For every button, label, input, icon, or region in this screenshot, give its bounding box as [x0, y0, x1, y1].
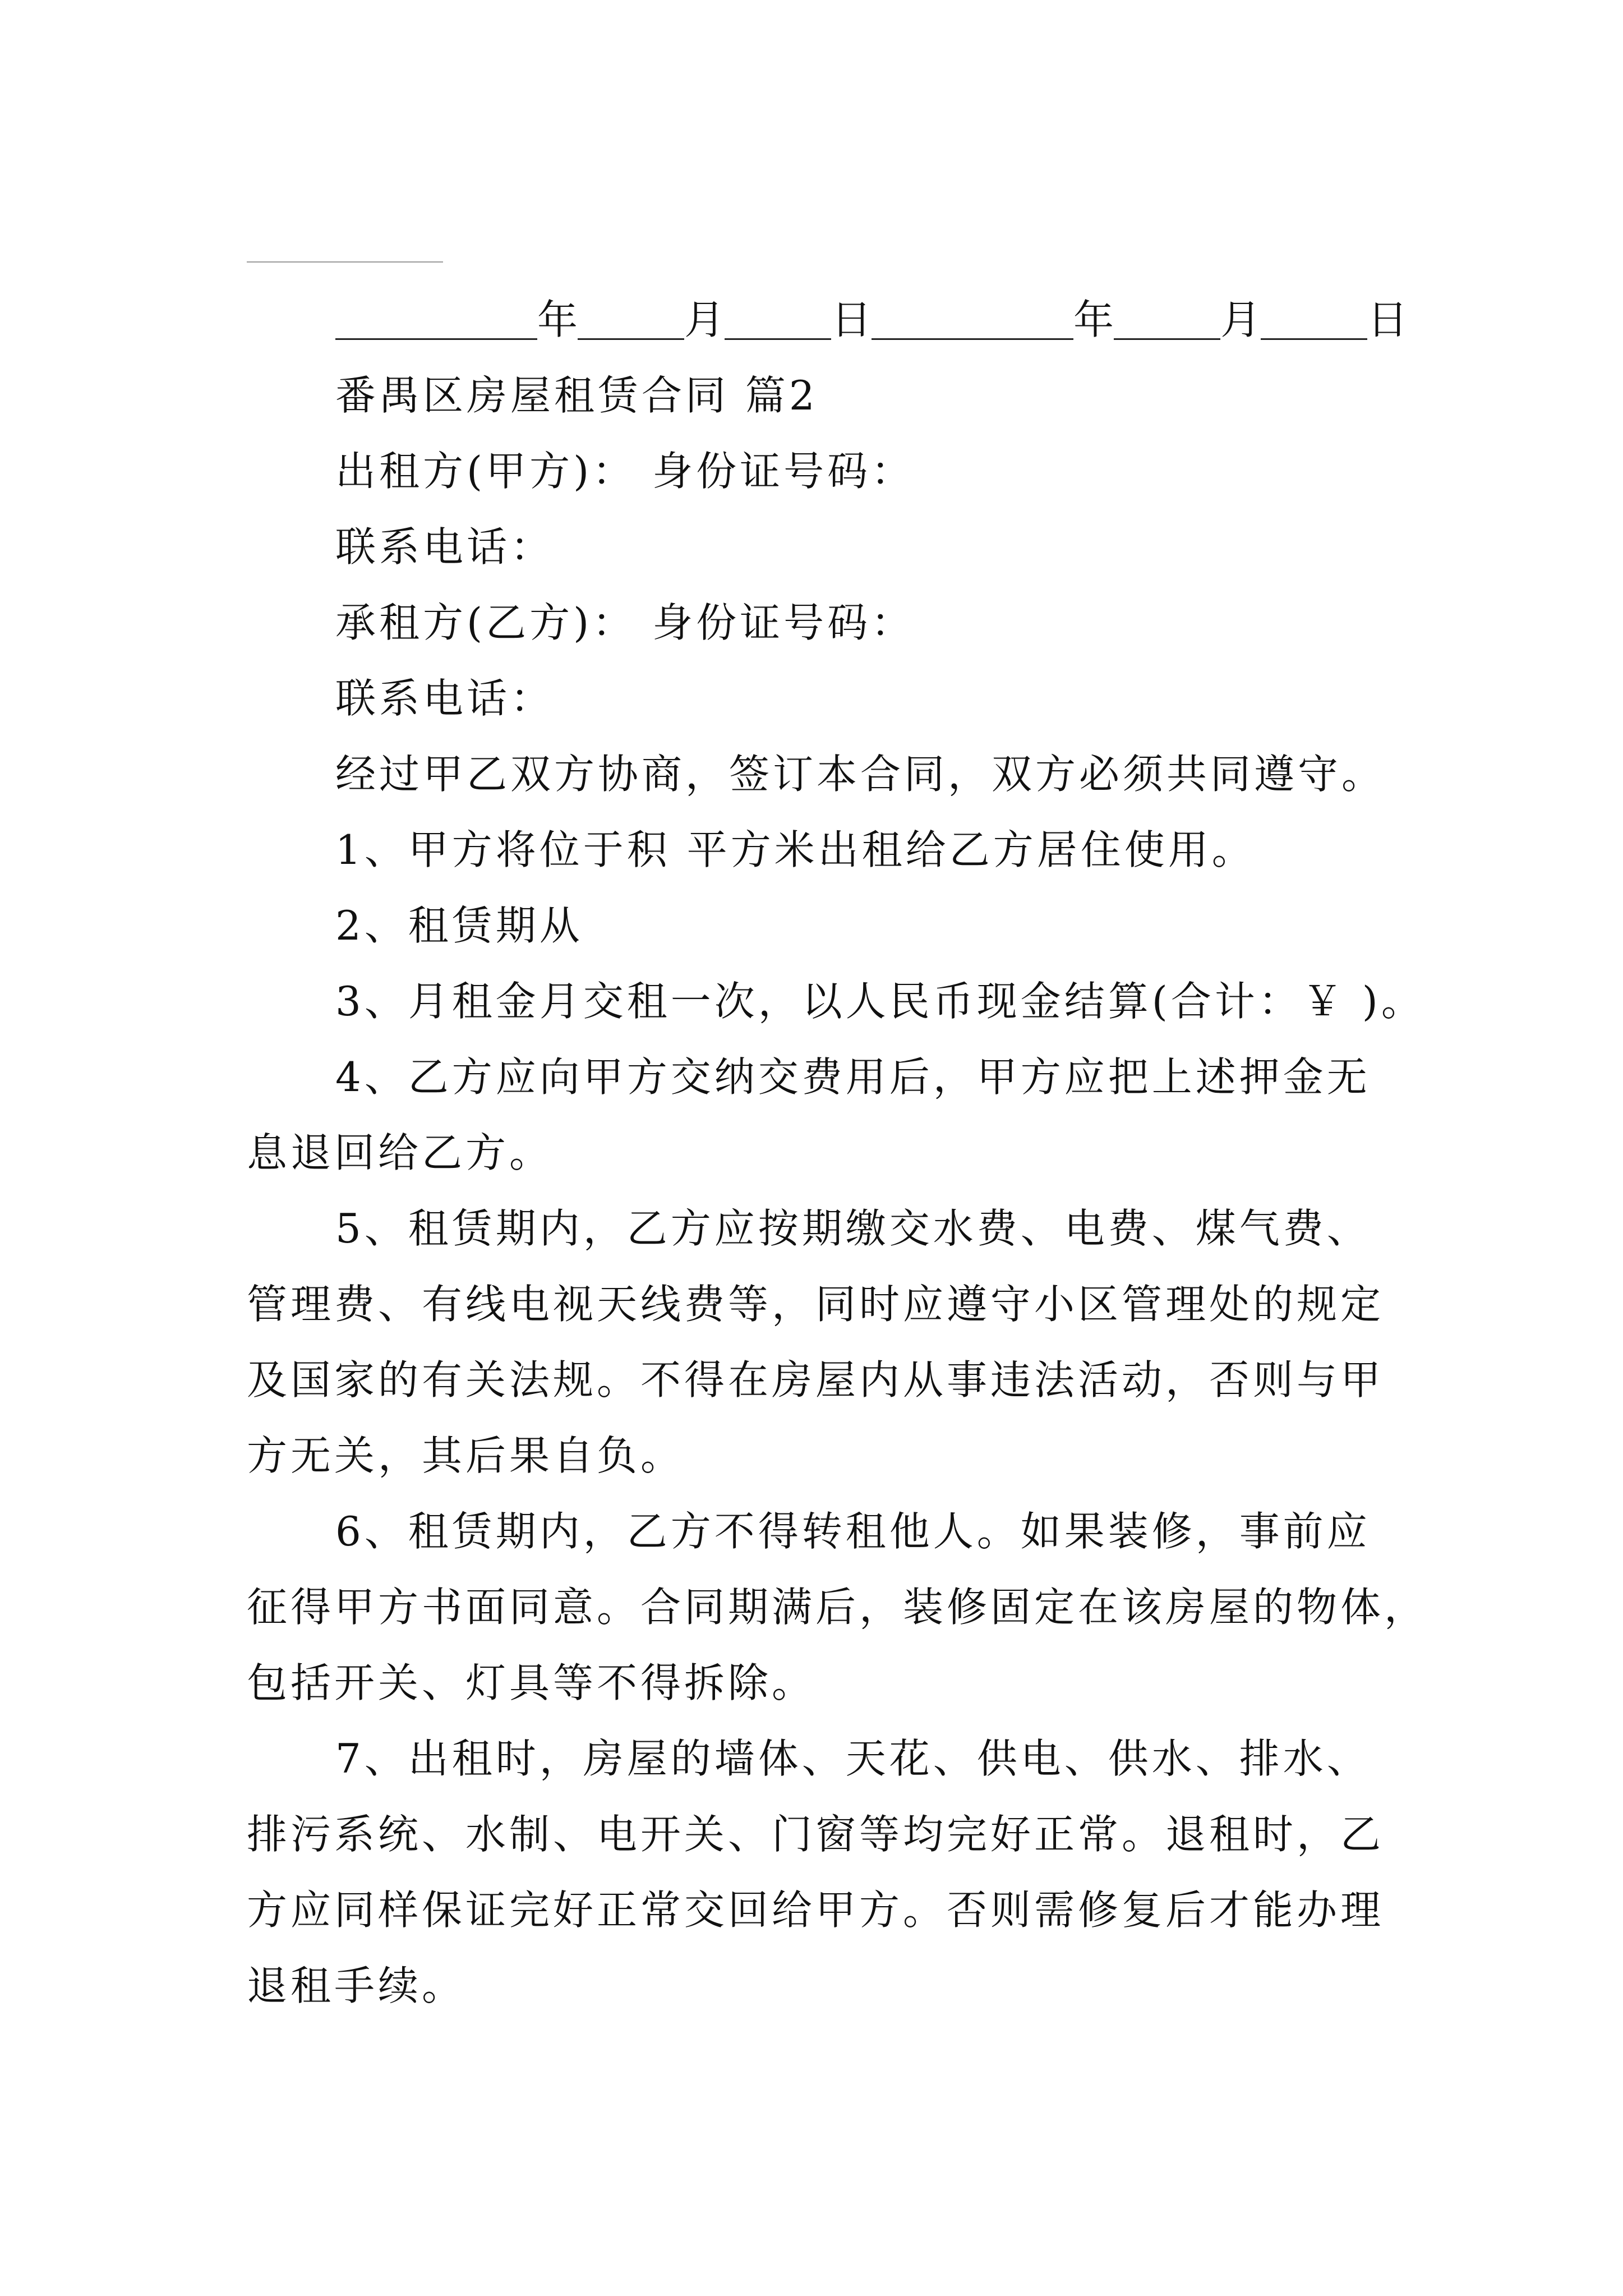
- party-b-line: 承租方(乙方)： 身份证号码：: [335, 599, 915, 646]
- clause-2: 2、租赁期从: [335, 902, 583, 949]
- clause-7-line-3: 方应同样保证完好正常交回给甲方。否则需修复后才能办理: [247, 1887, 1385, 1934]
- clause-1: 1、甲方将位于积 平方米出租给乙方居住使用。: [335, 826, 1256, 873]
- clause-4-line-1: 4、乙方应向甲方交纳交费用后，甲方应把上述押金无: [335, 1053, 1371, 1101]
- party-a-phone: 联系电话：: [335, 523, 555, 570]
- date-line: [335, 292, 1408, 348]
- document-title: 番禺区房屋租赁合同 篇2: [335, 372, 818, 419]
- clause-5-line-4: 方无关，其后果自负。: [247, 1432, 685, 1479]
- month-blank-2: [1114, 298, 1220, 340]
- day-blank-2: [1261, 298, 1367, 340]
- year-label-1: 年: [537, 296, 578, 343]
- clause-4-line-2: 息退回给乙方。: [247, 1129, 554, 1176]
- party-b-phone: 联系电话：: [335, 675, 555, 722]
- clause-7-line-1: 7、出租时，房屋的墙体、天花、供电、供水、排水、: [335, 1735, 1371, 1782]
- year-blank-2: [872, 298, 1073, 340]
- clause-6-line-2: 征得甲方书面同意。合同期满后，装修固定在该房屋的物体，: [247, 1584, 1428, 1631]
- clause-3: 3、月租金月交租一次，以人民币现金结算(合计：￥ )。: [335, 978, 1425, 1025]
- preamble: 经过甲乙双方协商，签订本合同，双方必须共同遵守。: [335, 751, 1386, 798]
- month-blank-1: [578, 298, 684, 340]
- clause-7-line-4: 退租手续。: [247, 1962, 466, 2009]
- top-rule: [247, 261, 443, 263]
- day-label-2: 日: [1367, 296, 1408, 343]
- clause-6-line-3: 包括开关、灯具等不得拆除。: [247, 1659, 816, 1706]
- clause-6-line-1: 6、租赁期内，乙方不得转租他人。如果装修，事前应: [335, 1508, 1371, 1555]
- year-label-2: 年: [1073, 296, 1114, 343]
- day-blank-1: [725, 298, 831, 340]
- month-label-1: 月: [684, 296, 725, 343]
- day-label-1: 日: [831, 296, 872, 343]
- party-a-line: 出租方(甲方)： 身份证号码：: [335, 448, 915, 495]
- month-label-2: 月: [1220, 296, 1261, 343]
- clause-5-line-2: 管理费、有线电视天线费等，同时应遵守小区管理处的规定: [247, 1281, 1385, 1328]
- year-blank-1: [335, 298, 537, 340]
- clause-7-line-2: 排污系统、水制、电开关、门窗等均完好正常。退租时，乙: [247, 1811, 1385, 1858]
- clause-5-line-3: 及国家的有关法规。不得在房屋内从事违法活动，否则与甲: [247, 1356, 1385, 1404]
- clause-5-line-1: 5、租赁期内，乙方应按期缴交水费、电费、煤气费、: [335, 1205, 1371, 1252]
